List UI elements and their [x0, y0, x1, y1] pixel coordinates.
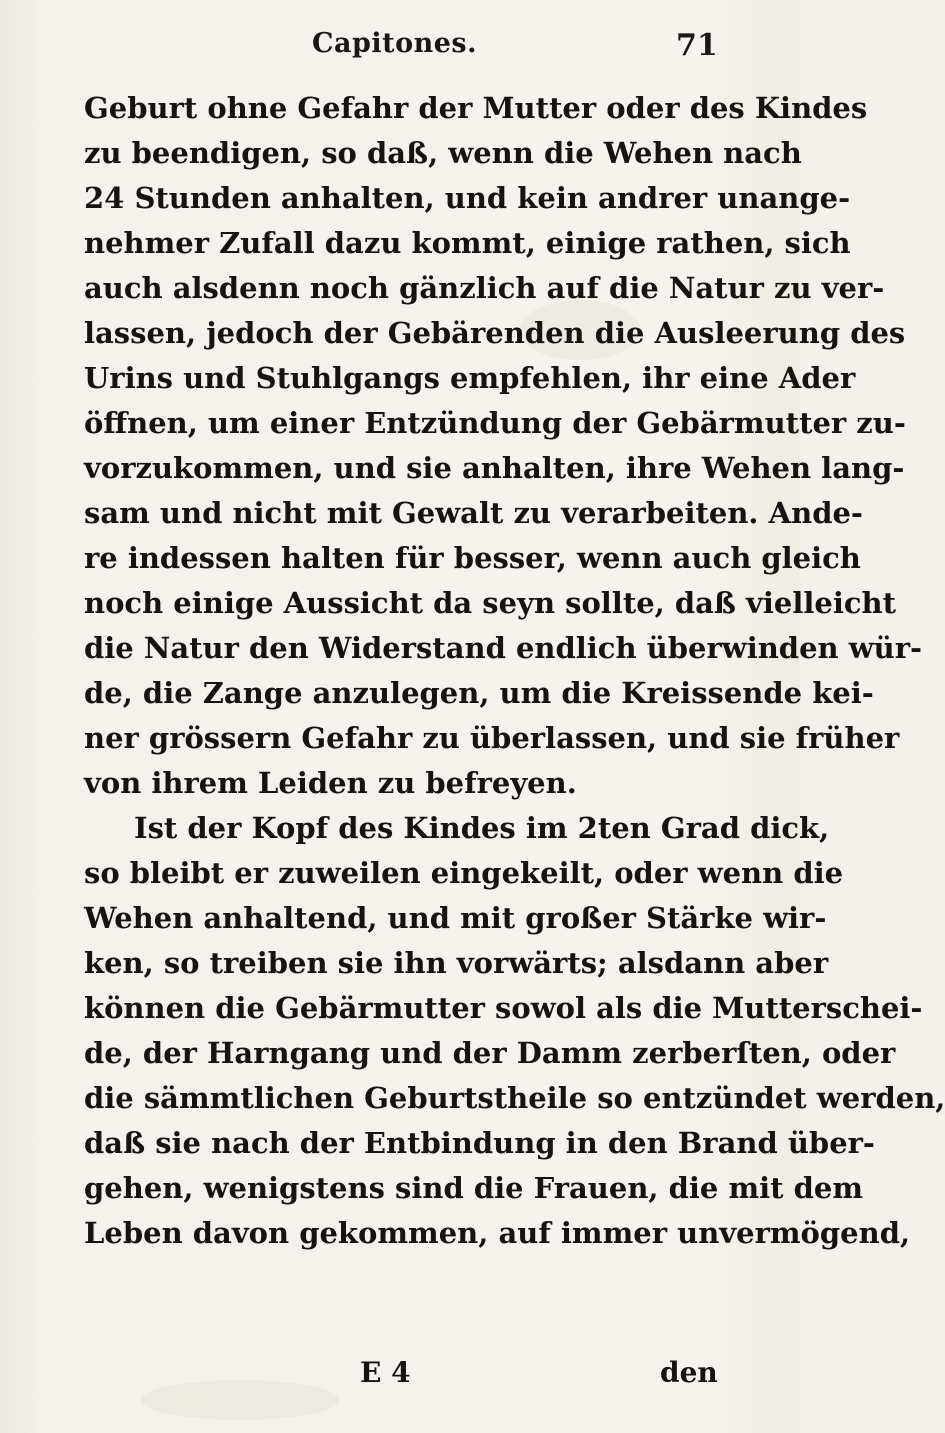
paragraph-start-line: Ist der Kopf des Kindes im 2ten Grad dick, — [134, 811, 830, 845]
text-line: so bleibt er zuweilen eingekeilt, oder wenn die — [84, 856, 844, 890]
text-line: ken, so treiben sie ihn vorwärts; alsdann aber — [84, 946, 829, 980]
text-line: noch einige Aussicht da seyn sollte, daß vielleicht — [84, 586, 897, 620]
page-number: 71 — [676, 28, 718, 63]
text-line: die Natur den Widerstand endlich überwinden wür- — [84, 631, 923, 665]
text-line: nehmer Zufall dazu kommt, einige rathen, sich — [84, 226, 851, 260]
text-line: 24 Stunden anhalten, und kein andrer unange- — [84, 181, 851, 215]
running-head: Capitones. — [312, 28, 478, 59]
text-line: zu beendigen, so daß, wenn die Wehen nach — [84, 136, 802, 170]
text-line: lassen, jedoch der Gebärenden die Ausleerung des — [84, 316, 906, 350]
body-text — [84, 86, 945, 1256]
text-line: Wehen anhaltend, und mit großer Stärke wir- — [84, 901, 827, 935]
text-line: ner grössern Gefahr zu überlassen, und sie früher — [84, 721, 900, 755]
text-line: Urins und Stuhlgangs empfehlen, ihr eine Ader — [84, 361, 856, 395]
text-line: auch alsdenn noch gänzlich auf die Natur zu ver- — [84, 271, 885, 305]
text-line: gehen, wenigstens sind die Frauen, die mit dem — [84, 1171, 864, 1205]
text-line: vorzukommen, und sie anhalten, ihre Wehen lang- — [84, 451, 905, 485]
text-line: können die Gebärmutter sowol als die Mutterschei- — [84, 991, 923, 1025]
catchword: den — [660, 1356, 718, 1389]
text-line: Leben davon gekommen, auf immer unvermögend, — [84, 1216, 911, 1250]
text-line: von ihrem Leiden zu befreyen. — [84, 766, 577, 800]
text-line: die sämmtlichen Geburtstheile so entzündet werden, — [84, 1081, 945, 1115]
text-line: Geburt ohne Gefahr der Mutter oder des Kindes — [84, 91, 868, 125]
page-header — [0, 22, 800, 72]
signature-mark: E 4 — [360, 1356, 411, 1389]
text-line: öffnen, um einer Entzündung der Gebärmutter zu- — [84, 406, 906, 440]
text-line: de, die Zange anzulegen, um die Kreissende kei- — [84, 676, 874, 710]
text-line: de, der Harngang und der Damm zerberſten, oder — [84, 1036, 896, 1070]
text-line: daß sie nach der Entbindung in den Brand über- — [84, 1126, 875, 1160]
text-line: re indessen halten für besser, wenn auch gleich — [84, 541, 861, 575]
text-line: sam und nicht mit Gewalt zu verarbeiten. Ande- — [84, 496, 863, 530]
page-footer — [0, 1356, 800, 1406]
